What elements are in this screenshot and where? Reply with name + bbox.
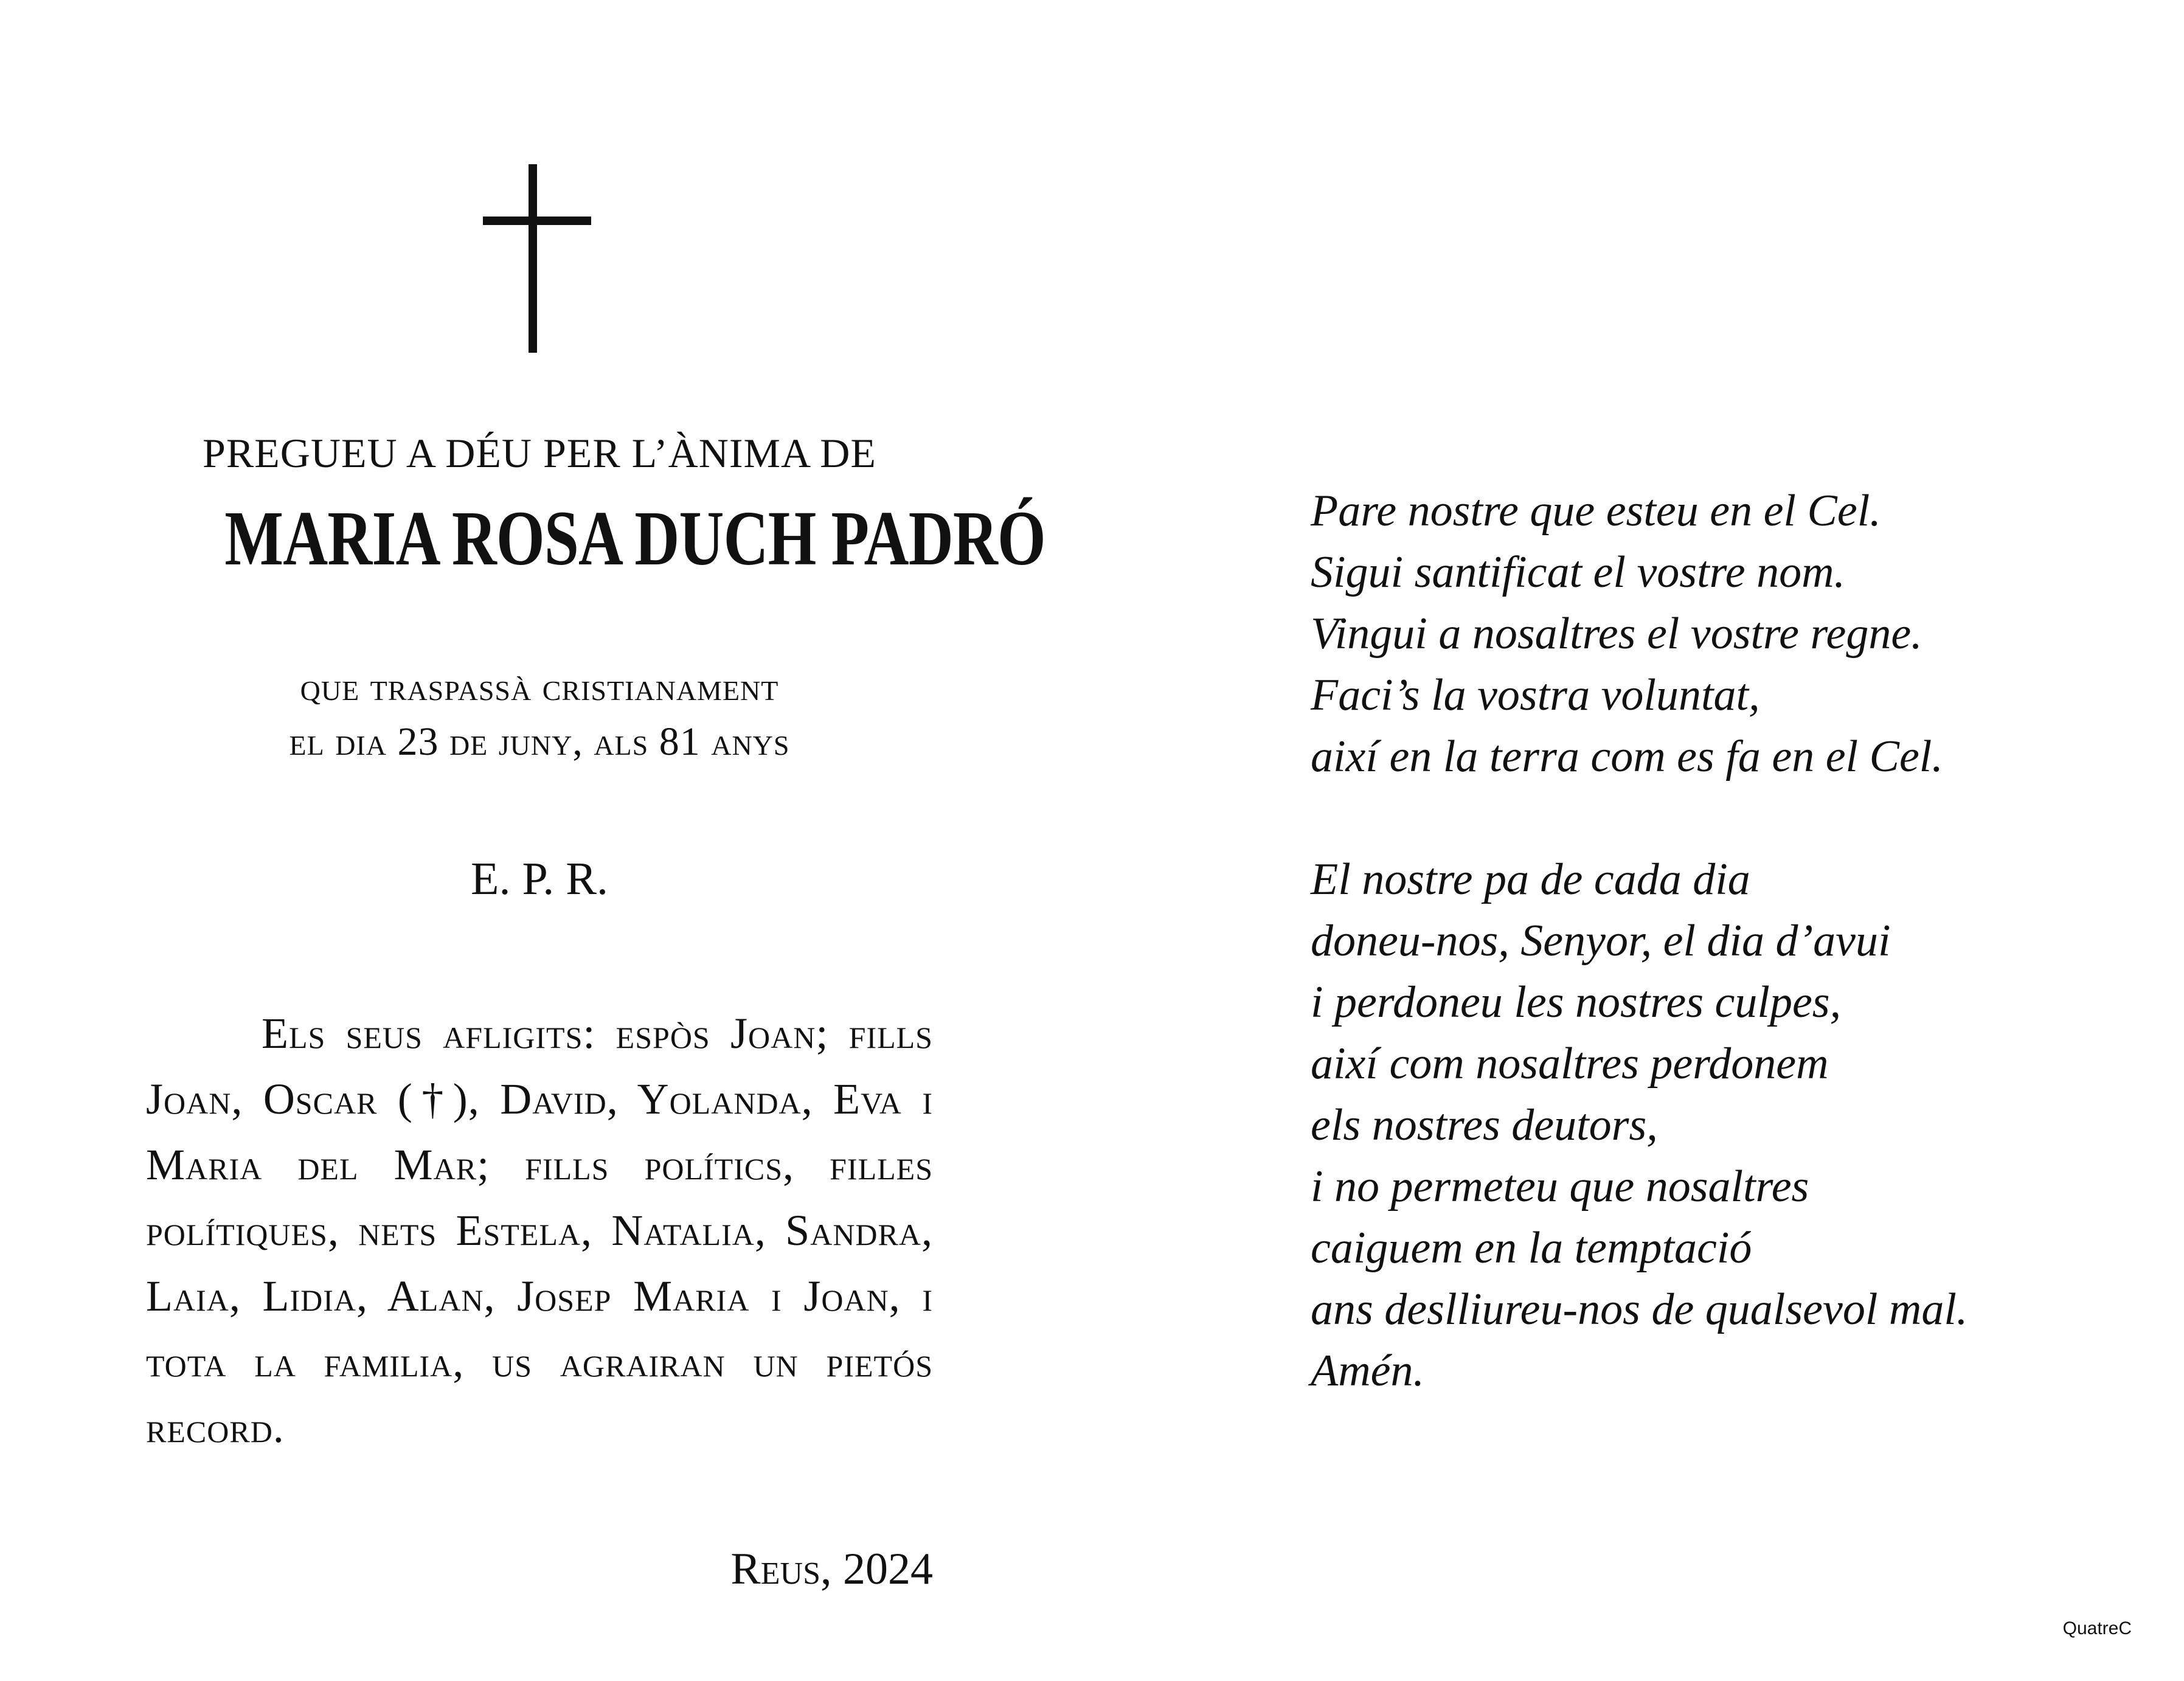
epr-text: E. P. R.: [471, 853, 608, 904]
cross-horizontal-bar: [483, 217, 591, 225]
printer-mark: QuatreC: [2062, 1618, 2132, 1638]
prayer-line: Vingui a nosaltres el vostre regne.: [1311, 609, 1922, 659]
place-date: Reus, 2024: [730, 1544, 933, 1594]
passing-line-2: el dia 23 de juny, als 81 anys: [289, 719, 790, 764]
prayer-line: així en la terra com es fa en el Cel.: [1311, 732, 1943, 782]
prayer-stanza-2: [1311, 849, 2101, 1402]
prayer-line: així com nosaltres perdonem: [1311, 1039, 1829, 1089]
prayer-stanza-1: [1311, 480, 2101, 788]
deceased-name: MARIA ROSA DUCH PADRÓ: [224, 495, 1045, 581]
prayer-line: Sigui santificat el vostre nom.: [1311, 547, 1846, 597]
passing-line-1: que traspassà cristianament: [300, 665, 779, 709]
passing-info: [146, 660, 933, 769]
prayer-line: Faci’s la vostra voluntat,: [1311, 670, 1760, 720]
prayer-line: ans deslliureu-nos de qualsevol mal.: [1311, 1284, 1968, 1334]
cross-vertical-bar: [529, 164, 537, 353]
prayer-line: Pare nostre que esteu en el Cel.: [1311, 486, 1881, 536]
prayer-line: El nostre pa de cada dia: [1311, 854, 1750, 904]
prayer-line: els nostres deutors,: [1311, 1100, 1658, 1150]
mourners-paragraph: Els seus afligits: espòs Joan; fills Joan, Oscar (†), David, Yolanda, Eva i Maria del Mar; fills polítics, filles polítiques, nets Estela, Natalia, Sandra, Laia, Lidia, Alan, Josep Maria i Joan, i tota la familia, us agrairan un pietós record.: [146, 1009, 933, 1452]
pray-heading: PREGUEU A DÉU PER L’ÀNIMA DE: [203, 430, 876, 476]
cross-icon: [476, 164, 597, 353]
prayer-line: caiguem en la temptació: [1311, 1223, 1752, 1273]
prayer-line: i no permeteu que nosaltres: [1311, 1162, 1809, 1211]
prayer-line: i perdoneu les nostres culpes,: [1311, 977, 1842, 1027]
prayer-line: Amén.: [1311, 1346, 1424, 1396]
prayer-line: doneu-nos, Senyor, el dia d’avui: [1311, 916, 1891, 966]
lords-prayer: [1311, 480, 2101, 1402]
